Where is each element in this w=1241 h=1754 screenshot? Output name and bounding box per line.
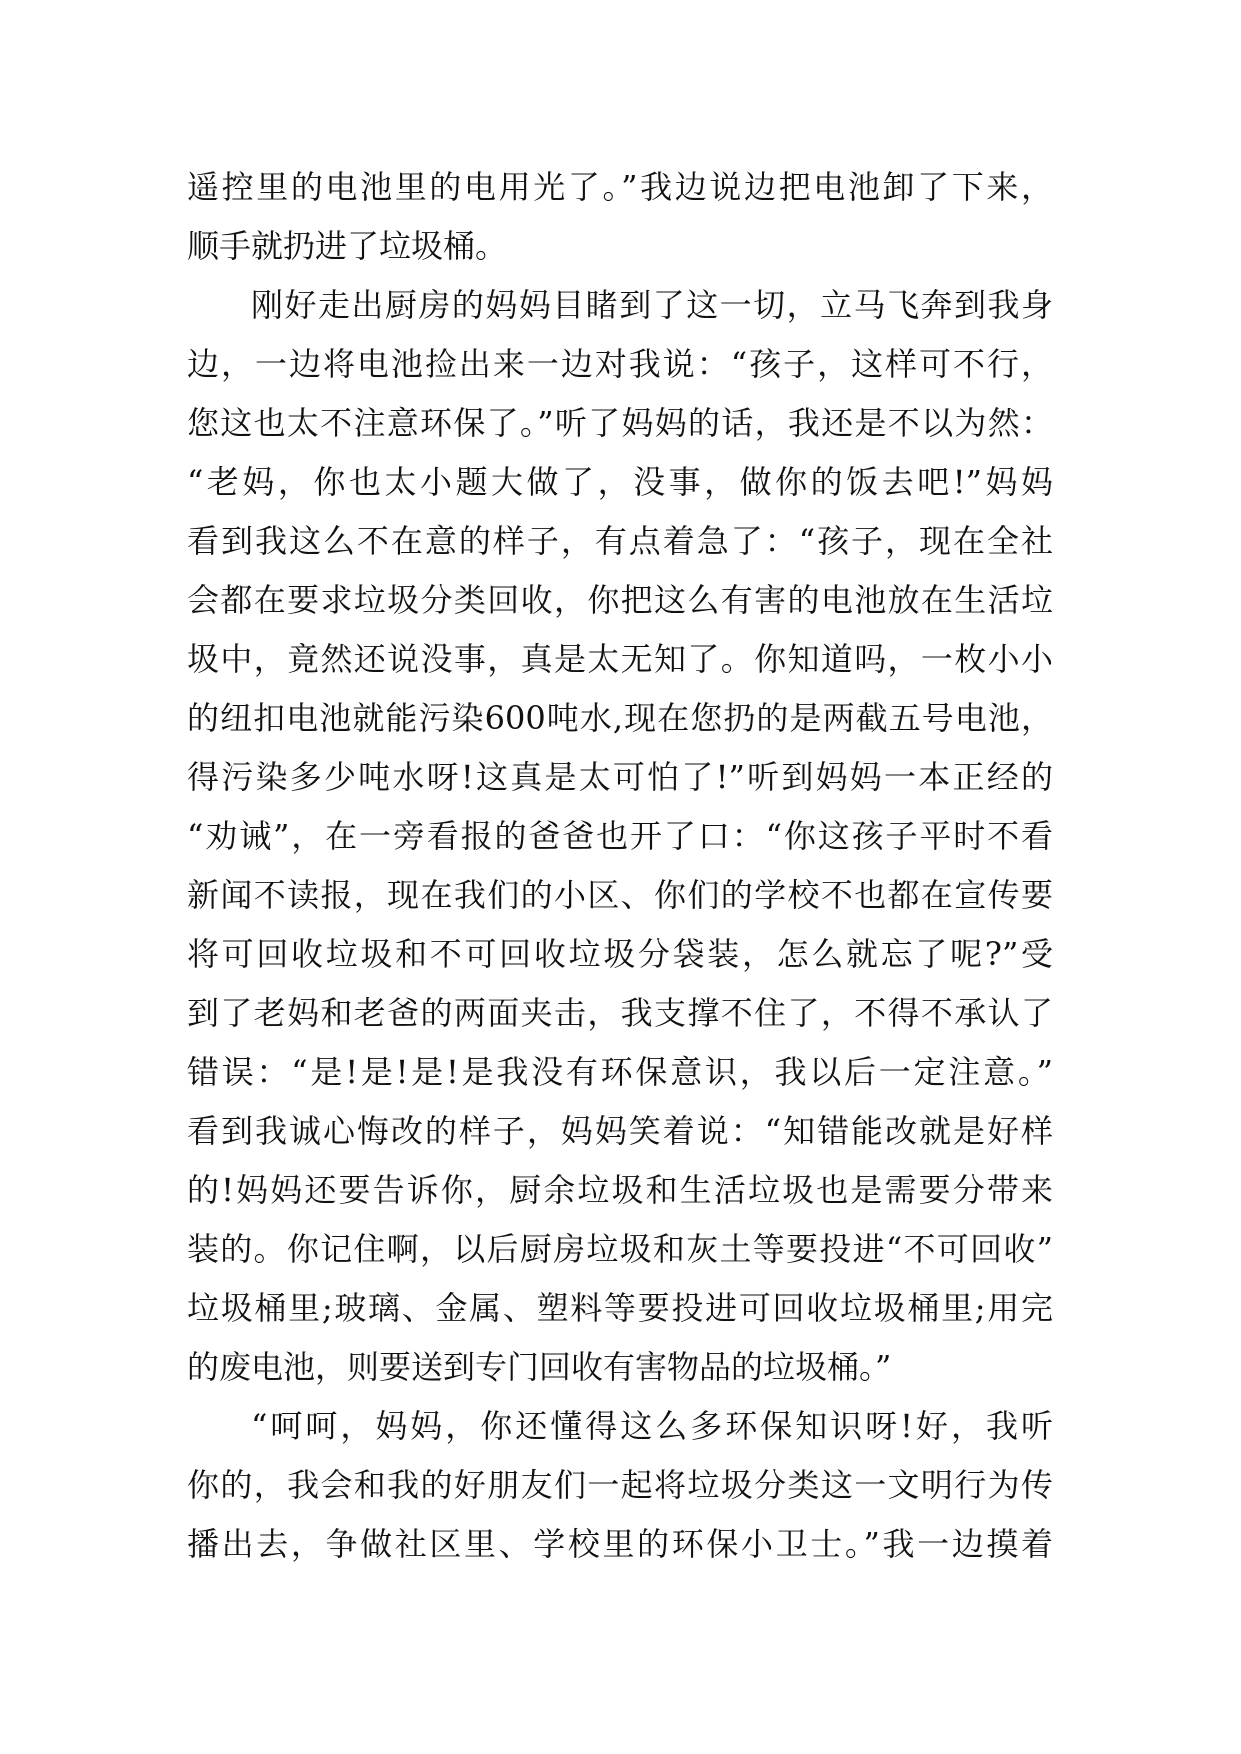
text-line: “劝诫”，在一旁看报的爸爸也开了口：“你这孩子平时不看 bbox=[187, 817, 1053, 855]
text-line: 会都在要求垃圾分类回收，你把这么有害的电池放在生活垃 bbox=[187, 581, 1053, 619]
text-line: 圾中，竟然还说没事，真是太无知了。你知道吗，一枚小小 bbox=[187, 640, 1053, 678]
text-line: 得污染多少吨水呀!这真是太可怕了!”听到妈妈一本正经的 bbox=[187, 758, 1053, 796]
text-line: 垃圾桶里;玻璃、金属、塑料等要投进可回收垃圾桶里;用完 bbox=[187, 1289, 1053, 1327]
text-line: 装的。你记住啊，以后厨房垃圾和灰土等要投进“不可回收” bbox=[187, 1230, 1053, 1268]
text-line: 看到我诚心悔改的样子，妈妈笑着说：“知错能改就是好样 bbox=[187, 1112, 1053, 1150]
text-line: 看到我这么不在意的样子，有点着急了：“孩子，现在全社 bbox=[187, 522, 1053, 560]
text-line: 的废电池，则要送到专门回收有害物品的垃圾桶。” bbox=[187, 1348, 892, 1386]
text-line: 播出去，争做社区里、学校里的环保小卫士。”我一边摸着 bbox=[187, 1525, 1053, 1563]
text-line: 的纽扣电池就能污染600吨水,现在您扔的是两截五号电池， bbox=[187, 699, 1053, 737]
body-text bbox=[187, 158, 1053, 1574]
text-line: “老妈，你也太小题大做了，没事，做你的饭去吧!”妈妈 bbox=[187, 463, 1053, 501]
text-line: 的!妈妈还要告诉你，厨余垃圾和生活垃圾也是需要分带来 bbox=[187, 1171, 1053, 1209]
text-line: 到了老妈和老爸的两面夹击，我支撑不住了，不得不承认了 bbox=[187, 994, 1053, 1032]
text-line: 新闻不读报，现在我们的小区、你们的学校不也都在宣传要 bbox=[187, 876, 1053, 914]
text-line: 您这也太不注意环保了。”听了妈妈的话，我还是不以为然： bbox=[187, 404, 1053, 442]
text-line: 错误：“是!是!是!是我没有环保意识，我以后一定注意。” bbox=[187, 1053, 1053, 1091]
text-line: 刚好走出厨房的妈妈目睹到了这一切，立马飞奔到我身 bbox=[251, 286, 1053, 324]
paragraph bbox=[187, 1397, 1053, 1574]
text-line: 将可回收垃圾和不可回收垃圾分袋装，怎么就忘了呢?”受 bbox=[187, 935, 1053, 973]
text-line: 你的，我会和我的好朋友们一起将垃圾分类这一文明行为传 bbox=[187, 1466, 1053, 1504]
text-line: 遥控里的电池里的电用光了。”我边说边把电池卸了下来， bbox=[187, 168, 1053, 206]
text-line: 边，一边将电池捡出来一边对我说：“孩子，这样可不行， bbox=[187, 345, 1053, 383]
text-line: “呵呵，妈妈，你还懂得这么多环保知识呀!好，我听 bbox=[251, 1407, 1053, 1445]
paragraph bbox=[187, 158, 1053, 276]
paragraph bbox=[187, 276, 1053, 1397]
text-line: 顺手就扔进了垃圾桶。 bbox=[187, 227, 508, 265]
